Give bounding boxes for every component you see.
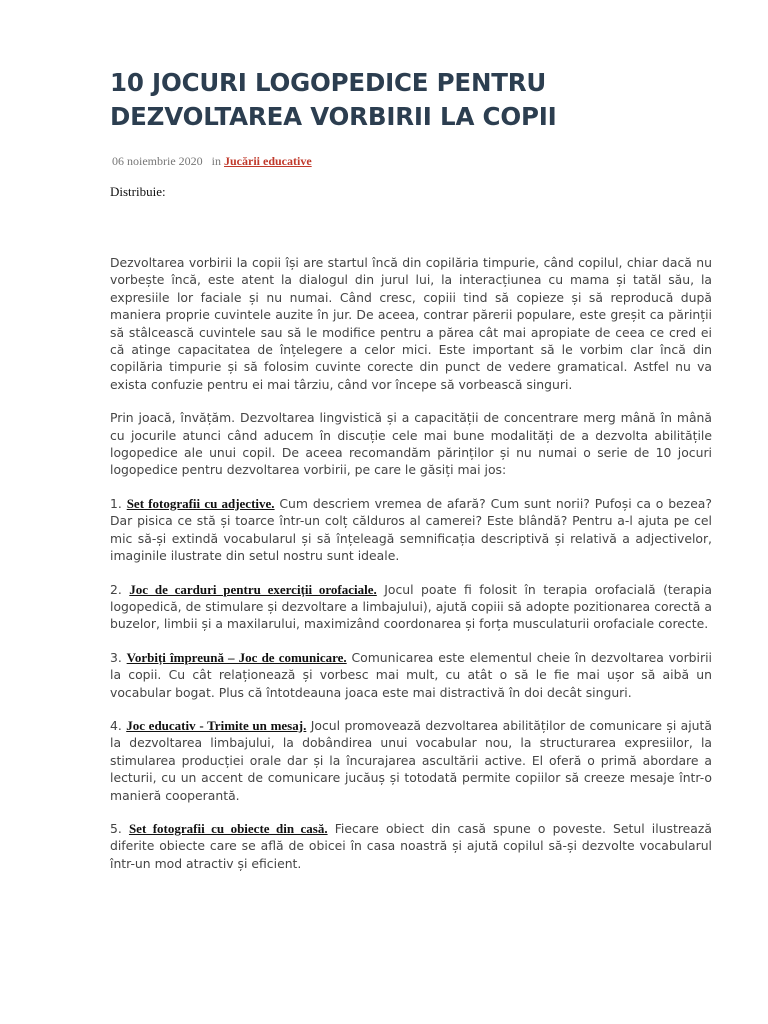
item-title-link[interactable]: Joc educativ - Trimite un mesaj.	[126, 717, 307, 733]
item-text: Fiecare obiect din casă spune o poveste. Setul ilustrează diferite obiecte care se află de obicei în casa noastră și ajută copilul să-și dezvolte vocabularul într-un mod atractiv și eficient.	[110, 820, 712, 871]
item-number: 3.	[110, 649, 122, 665]
list-item	[110, 581, 712, 633]
article-title: 10 JOCURI LOGOPEDICE PENTRU DEZVOLTAREA VORBIRII LA COPII	[110, 68, 557, 131]
category-link[interactable]: Jucării educative	[224, 154, 312, 168]
item-number: 1.	[110, 495, 122, 511]
list-item	[110, 495, 712, 565]
item-title-link[interactable]: Set fotografii cu obiecte din casă.	[128, 820, 328, 836]
item-text: Jocul poate fi folosit în terapia orofacială (terapia logopedică, de stimulare și dezvoltare a limbajului), ajută copiii să adopte pozitionarea corectă a buzelor, limbii și a maxilarului, maximizând coordonarea și forța musculaturii orofaciale corecte.	[110, 581, 712, 632]
article-date: 06 noiembrie 2020	[112, 154, 203, 168]
list-item	[110, 717, 712, 804]
list-item	[110, 820, 712, 872]
item-text: Comunicarea este elementul cheie în dezvoltarea vorbirii la copii. Cu cât relaționează și vorbesc mai mult, cu atât o să le fie mai ușor să aibă un vocabular bogat. Plus că întotdeauna joaca este mai distractivă în doi decât singuri.	[110, 649, 712, 700]
item-number: 2.	[110, 581, 122, 597]
in-label: in	[211, 154, 221, 168]
item-title-link[interactable]: Vorbiți împreună – Joc de comunicare.	[126, 649, 347, 665]
item-title-link[interactable]: Set fotografii cu adjective.	[126, 495, 275, 511]
list-item	[110, 649, 712, 701]
item-title-link[interactable]: Joc de carduri pentru exerciții orofaciale.	[129, 581, 377, 597]
share-label: Distribuie:	[110, 184, 166, 199]
article-meta	[110, 154, 712, 169]
intro-paragraph-1: Dezvoltarea vorbirii la copii își are startul încă din copilăria timpurie, când copilul, chiar dacă nu vorbește încă, este atent la dialogul din jurul lui, la interacțiunea cu mama și tatăl său, la expresiile lor faciale și nu numai. Când cresc, copiii tind să copieze și să reproducă după maniera proprie cuvintele auzite în jur. De aceea, contrar părerii populare, este greșit ca părinții să stâlcească cuvintele sau să le modifice pentru a părea cât mai apropiate de ceea ce cred ei că atinge capacitatea de înțelegere a celor mici. Este important să le vorbim clar încă din copilăria timpurie și să folosim cuvinte corecte din punct de vedere gramatical. Astfel nu va exista confuzie pentru ei mai târziu, când vor începe să vorbească singuri.	[110, 255, 712, 392]
item-number: 5.	[110, 820, 122, 836]
article-body	[110, 254, 712, 872]
article	[110, 66, 712, 888]
item-text: Cum descriem vremea de afară? Cum sunt norii? Pufoși ca o bezea? Dar pisica ce stă și toarce într-un colț călduros al camerei? Este blândă? Pentru a-l ajuta pe cel mic să-și extindă vocabularul și să înțeleagă semnificația descriptivă și relativă a adjectivelor, imaginile ilustrate din setul nostru sunt ideale.	[110, 495, 712, 564]
intro-paragraph-2: Prin joacă, învățăm. Dezvoltarea lingvistică și a capacității de concentrare merg mână în mână cu jocurile atunci când aducem în discuție cele mai bune modalități de a dezvolta abilitățile logopedice ale unui copil. De aceea recomandăm părinților și nu numai o serie de 10 jocuri logopedice pentru dezvoltarea vorbirii, pe care le găsiți mai jos:	[110, 410, 712, 478]
item-number: 4.	[110, 717, 122, 733]
item-text: Jocul promovează dezvoltarea abilităților de comunicare și ajută la dezvoltarea limbajului, la dobândirea unui vocabular nou, la structurarea expresiilor, la stimularea producției orale dar și la încurajarea ascultării active. El oferă o primă abordare a lecturii, cu un accent de comunicare jucăuș și totodată permite copiilor să creeze mesaje într-o manieră cooperantă.	[110, 717, 712, 803]
